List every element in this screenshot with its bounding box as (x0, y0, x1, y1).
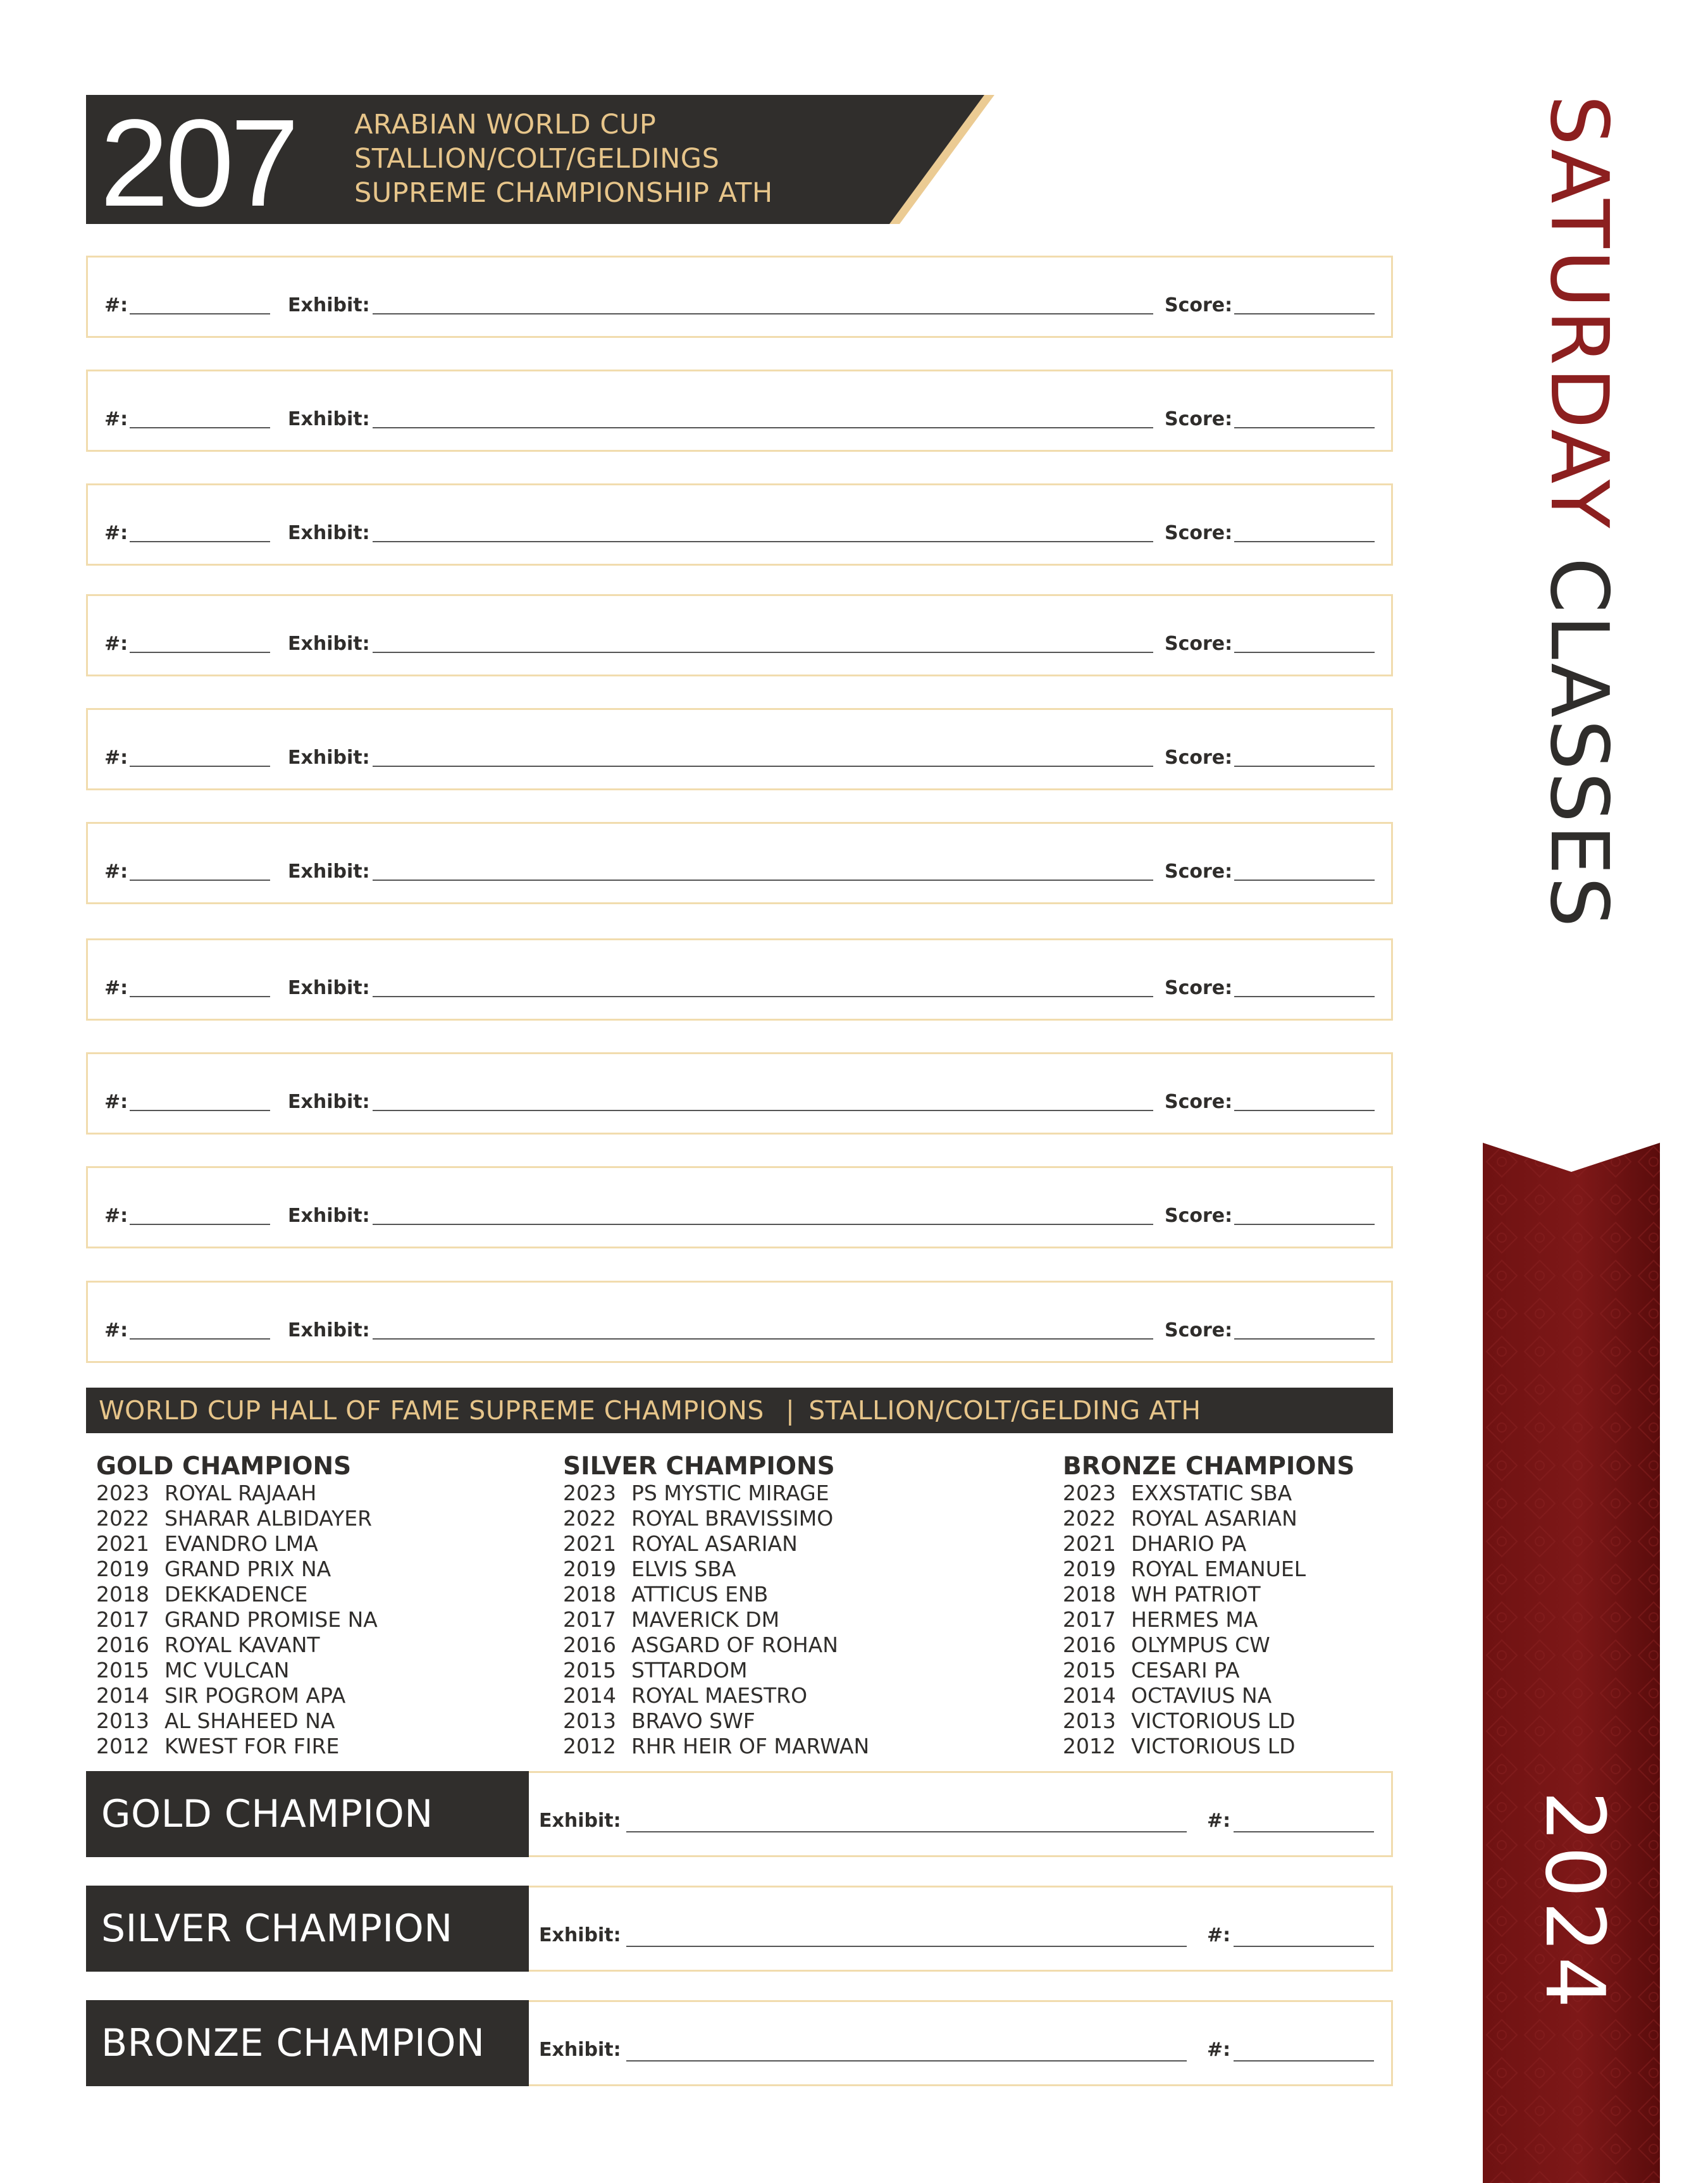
champion-entry (563, 1607, 869, 1633)
exhibit-label: Exhibit: (288, 633, 370, 655)
champion-name: ROYAL RAJAAH (164, 1481, 317, 1505)
exhibit-field[interactable] (373, 880, 1153, 881)
champion-entry (563, 1708, 869, 1734)
champion-year: 2017 (96, 1607, 149, 1632)
entry-row (86, 938, 1393, 1021)
champion-year: 2013 (563, 1708, 616, 1733)
class-title-line: ARABIAN WORLD CUP (354, 109, 657, 140)
champion-year: 2017 (563, 1607, 616, 1632)
score-label: Score: (1165, 408, 1233, 430)
hall-of-fame-subtitle: STALLION/COLT/GELDING ATH (808, 1395, 1201, 1426)
champion-name: ROYAL ASARIAN (1131, 1506, 1297, 1531)
champion-name: ROYAL MAESTRO (631, 1683, 808, 1708)
hall-of-fame-separator: | (785, 1395, 795, 1426)
number-label: #: (1207, 1810, 1231, 1832)
champion-entry (1063, 1481, 1354, 1506)
champion-year: 2013 (96, 1708, 149, 1733)
champion-entry (1063, 1633, 1354, 1658)
champion-year: 2021 (96, 1531, 149, 1556)
exhibit-label: Exhibit: (288, 861, 370, 883)
exhibit-label: Exhibit: (288, 1091, 370, 1113)
exhibit-field[interactable] (373, 427, 1153, 428)
champion-year: 2022 (96, 1506, 149, 1531)
champion-name: ROYAL KAVANT (164, 1633, 320, 1657)
champion-entry (563, 1633, 869, 1658)
champion-name: PS MYSTIC MIRAGE (631, 1481, 829, 1505)
score-label: Score: (1165, 1319, 1233, 1341)
number-label: #: (104, 408, 128, 430)
score-field[interactable] (1234, 313, 1375, 314)
silver-champions-column (563, 1453, 869, 1759)
entry-row (86, 1052, 1393, 1135)
score-field[interactable] (1234, 1110, 1375, 1111)
champion-entry (96, 1708, 378, 1734)
exhibit-label: Exhibit: (288, 1319, 370, 1341)
score-field[interactable] (1234, 652, 1375, 653)
score-field[interactable] (1234, 766, 1375, 767)
number-field[interactable] (130, 652, 270, 653)
champion-year: 2021 (563, 1531, 616, 1556)
bronze-champion-row (86, 2000, 1395, 2086)
gold-champions-column (96, 1453, 378, 1759)
number-label: #: (1207, 2039, 1231, 2061)
silver-champion-row (86, 1886, 1395, 1972)
number-field[interactable] (1234, 1831, 1374, 1832)
number-field[interactable] (130, 1338, 270, 1340)
exhibit-field[interactable] (626, 1946, 1187, 1947)
champion-entry (563, 1658, 869, 1683)
champion-entry (1063, 1506, 1354, 1531)
exhibit-label: Exhibit: (539, 1924, 621, 1946)
hall-of-fame-bar (86, 1388, 1393, 1433)
side-title-word-classes: CLASSES (1533, 557, 1626, 930)
champion-year: 2015 (563, 1658, 616, 1682)
champion-entry (563, 1582, 869, 1607)
champion-name: DEKKADENCE (164, 1582, 308, 1607)
champion-entry (96, 1506, 378, 1531)
exhibit-field[interactable] (373, 1224, 1153, 1225)
champion-entry (96, 1607, 378, 1633)
champion-entry (1063, 1582, 1354, 1607)
entry-row (86, 370, 1393, 452)
number-label: #: (104, 294, 128, 316)
champion-entry (563, 1683, 869, 1708)
ribbon-year: 2024 (1527, 1791, 1621, 2012)
entry-row (86, 822, 1393, 904)
champion-name: WH PATRIOT (1131, 1582, 1261, 1607)
score-field[interactable] (1234, 996, 1375, 997)
exhibit-label: Exhibit: (539, 2039, 621, 2061)
champion-name: SHARAR ALBIDAYER (164, 1506, 373, 1531)
bronze-champion-label: BRONZE CHAMPION (86, 2000, 529, 2086)
champion-name: GRAND PRIX NA (164, 1557, 331, 1581)
champion-name: OLYMPUS CW (1131, 1633, 1270, 1657)
exhibit-field[interactable] (626, 1831, 1187, 1832)
score-label: Score: (1165, 522, 1233, 544)
score-label: Score: (1165, 861, 1233, 883)
number-field[interactable] (1234, 1946, 1374, 1947)
column-heading: GOLD CHAMPIONS (96, 1452, 352, 1481)
champion-year: 2019 (96, 1557, 149, 1581)
champion-entry (563, 1481, 869, 1506)
gold-champion-row (86, 1771, 1395, 1857)
exhibit-label: Exhibit: (288, 747, 370, 769)
bronze-champion-fields (529, 2000, 1393, 2086)
champion-name: MC VULCAN (164, 1658, 290, 1682)
number-field[interactable] (130, 996, 270, 997)
number-field[interactable] (130, 313, 270, 314)
champion-year: 2016 (96, 1633, 149, 1657)
champion-year: 2016 (1063, 1633, 1116, 1657)
number-label: #: (104, 747, 128, 769)
champion-entry (563, 1557, 869, 1582)
class-title-line: STALLION/COLT/GELDINGS (354, 143, 720, 175)
entry-row (86, 1281, 1393, 1363)
exhibit-field[interactable] (373, 1110, 1153, 1111)
champion-year: 2023 (96, 1481, 149, 1505)
side-title (1533, 95, 1626, 1107)
number-field[interactable] (130, 1110, 270, 1111)
champion-entry (96, 1734, 378, 1759)
exhibit-label: Exhibit: (539, 1810, 621, 1832)
champion-name: EXXSTATIC SBA (1131, 1481, 1292, 1505)
class-title (354, 108, 773, 210)
score-field[interactable] (1234, 541, 1375, 542)
score-label: Score: (1165, 633, 1233, 655)
champion-entry (563, 1734, 869, 1759)
champion-entry (1063, 1683, 1354, 1708)
champion-year: 2017 (1063, 1607, 1116, 1632)
number-label: #: (104, 861, 128, 883)
entry-row (86, 483, 1393, 566)
champion-year: 2012 (96, 1734, 149, 1758)
number-field[interactable] (130, 1224, 270, 1225)
champion-name: RHR HEIR OF MARWAN (631, 1734, 870, 1758)
exhibit-field[interactable] (626, 2060, 1187, 2062)
score-label: Score: (1165, 1091, 1233, 1113)
column-heading: SILVER CHAMPIONS (563, 1452, 835, 1481)
champion-entry (96, 1557, 378, 1582)
champion-year: 2019 (1063, 1557, 1116, 1581)
champion-year: 2014 (1063, 1683, 1116, 1708)
champion-name: AL SHAHEED NA (164, 1708, 335, 1733)
number-label: #: (104, 633, 128, 655)
champion-year: 2022 (1063, 1506, 1116, 1531)
exhibit-field[interactable] (373, 1338, 1153, 1340)
champion-entry (1063, 1557, 1354, 1582)
exhibit-field[interactable] (373, 541, 1153, 542)
champion-entry (1063, 1734, 1354, 1759)
class-title-line: SUPREME CHAMPIONSHIP ATH (354, 177, 773, 209)
champion-year: 2016 (563, 1633, 616, 1657)
score-field[interactable] (1234, 1224, 1375, 1225)
exhibit-label: Exhibit: (288, 408, 370, 430)
champion-year: 2019 (563, 1557, 616, 1581)
champion-year: 2015 (1063, 1658, 1116, 1682)
side-title-word-saturday: SATURDAY (1533, 95, 1626, 530)
score-field[interactable] (1234, 1338, 1375, 1340)
champion-entry (563, 1531, 869, 1557)
entry-row (86, 256, 1393, 338)
champion-year: 2018 (1063, 1582, 1116, 1607)
champion-name: ASGARD OF ROHAN (631, 1633, 838, 1657)
number-field[interactable] (130, 541, 270, 542)
champion-year: 2018 (96, 1582, 149, 1607)
score-field[interactable] (1234, 880, 1375, 881)
number-field[interactable] (130, 427, 270, 428)
number-label: #: (1207, 1924, 1231, 1946)
column-heading: BRONZE CHAMPIONS (1063, 1452, 1355, 1481)
champion-entry (563, 1506, 869, 1531)
exhibit-label: Exhibit: (288, 977, 370, 999)
champion-entry (96, 1582, 378, 1607)
entry-row (86, 594, 1393, 676)
champion-name: OCTAVIUS NA (1131, 1683, 1272, 1708)
champion-entry (96, 1658, 378, 1683)
score-field[interactable] (1234, 427, 1375, 428)
champion-entry (1063, 1658, 1354, 1683)
exhibit-field[interactable] (373, 766, 1153, 767)
number-label: #: (104, 1319, 128, 1341)
champion-year: 2014 (96, 1683, 149, 1708)
champion-year: 2012 (1063, 1734, 1116, 1758)
champion-name: STTARDOM (631, 1658, 748, 1682)
champion-year: 2023 (1063, 1481, 1116, 1505)
champion-name: BRAVO SWF (631, 1708, 755, 1733)
number-label: #: (104, 1091, 128, 1113)
champion-entry (1063, 1531, 1354, 1557)
score-label: Score: (1165, 977, 1233, 999)
champion-name: DHARIO PA (1131, 1531, 1247, 1556)
class-header (86, 94, 997, 232)
number-label: #: (104, 522, 128, 544)
champion-year: 2015 (96, 1658, 149, 1682)
champion-name: EVANDRO LMA (164, 1531, 318, 1556)
champion-name: KWEST FOR FIRE (164, 1734, 340, 1758)
champion-name: ELVIS SBA (631, 1557, 736, 1581)
number-label: #: (104, 977, 128, 999)
entry-row (86, 1166, 1393, 1248)
champion-name: SIR POGROM APA (164, 1683, 346, 1708)
exhibit-label: Exhibit: (288, 294, 370, 316)
side-title-text (1533, 95, 1626, 930)
champion-entry (96, 1683, 378, 1708)
champion-year: 2013 (1063, 1708, 1116, 1733)
score-label: Score: (1165, 294, 1233, 316)
champion-name: ATTICUS ENB (631, 1582, 769, 1607)
exhibit-field[interactable] (373, 652, 1153, 653)
champion-year: 2018 (563, 1582, 616, 1607)
number-field[interactable] (130, 880, 270, 881)
champion-name: VICTORIOUS LD (1131, 1708, 1296, 1733)
silver-champion-label: SILVER CHAMPION (86, 1886, 529, 1972)
bronze-champions-column (1063, 1453, 1354, 1759)
silver-champion-fields (529, 1886, 1393, 1972)
score-label: Score: (1165, 1205, 1233, 1227)
champion-name: ROYAL EMANUEL (1131, 1557, 1306, 1581)
number-label: #: (104, 1205, 128, 1227)
champion-entry (1063, 1607, 1354, 1633)
exhibit-label: Exhibit: (288, 522, 370, 544)
exhibit-field[interactable] (373, 996, 1153, 997)
champion-name: VICTORIOUS LD (1131, 1734, 1296, 1758)
champion-year: 2012 (563, 1734, 616, 1758)
champion-year: 2023 (563, 1481, 616, 1505)
entry-row (86, 708, 1393, 790)
champion-name: ROYAL ASARIAN (631, 1531, 798, 1556)
exhibit-label: Exhibit: (288, 1205, 370, 1227)
champion-entry (96, 1633, 378, 1658)
champion-name: CESARI PA (1131, 1658, 1240, 1682)
champion-entry (1063, 1708, 1354, 1734)
score-label: Score: (1165, 747, 1233, 769)
champion-name: HERMES MA (1131, 1607, 1258, 1632)
champion-year: 2014 (563, 1683, 616, 1708)
champion-entry (96, 1531, 378, 1557)
hall-of-fame-title: WORLD CUP HALL OF FAME SUPREME CHAMPIONS (99, 1395, 764, 1426)
class-number: 207 (100, 94, 296, 232)
champion-name: ROYAL BRAVISSIMO (631, 1506, 834, 1531)
exhibit-field[interactable] (373, 313, 1153, 314)
number-field[interactable] (1234, 2060, 1374, 2062)
champion-year: 2021 (1063, 1531, 1116, 1556)
gold-champion-fields (529, 1771, 1393, 1857)
champion-entry (96, 1481, 378, 1506)
number-field[interactable] (130, 766, 270, 767)
gold-champion-label: GOLD CHAMPION (86, 1771, 529, 1857)
champion-year: 2022 (563, 1506, 616, 1531)
champion-name: MAVERICK DM (631, 1607, 780, 1632)
champion-name: GRAND PROMISE NA (164, 1607, 378, 1632)
